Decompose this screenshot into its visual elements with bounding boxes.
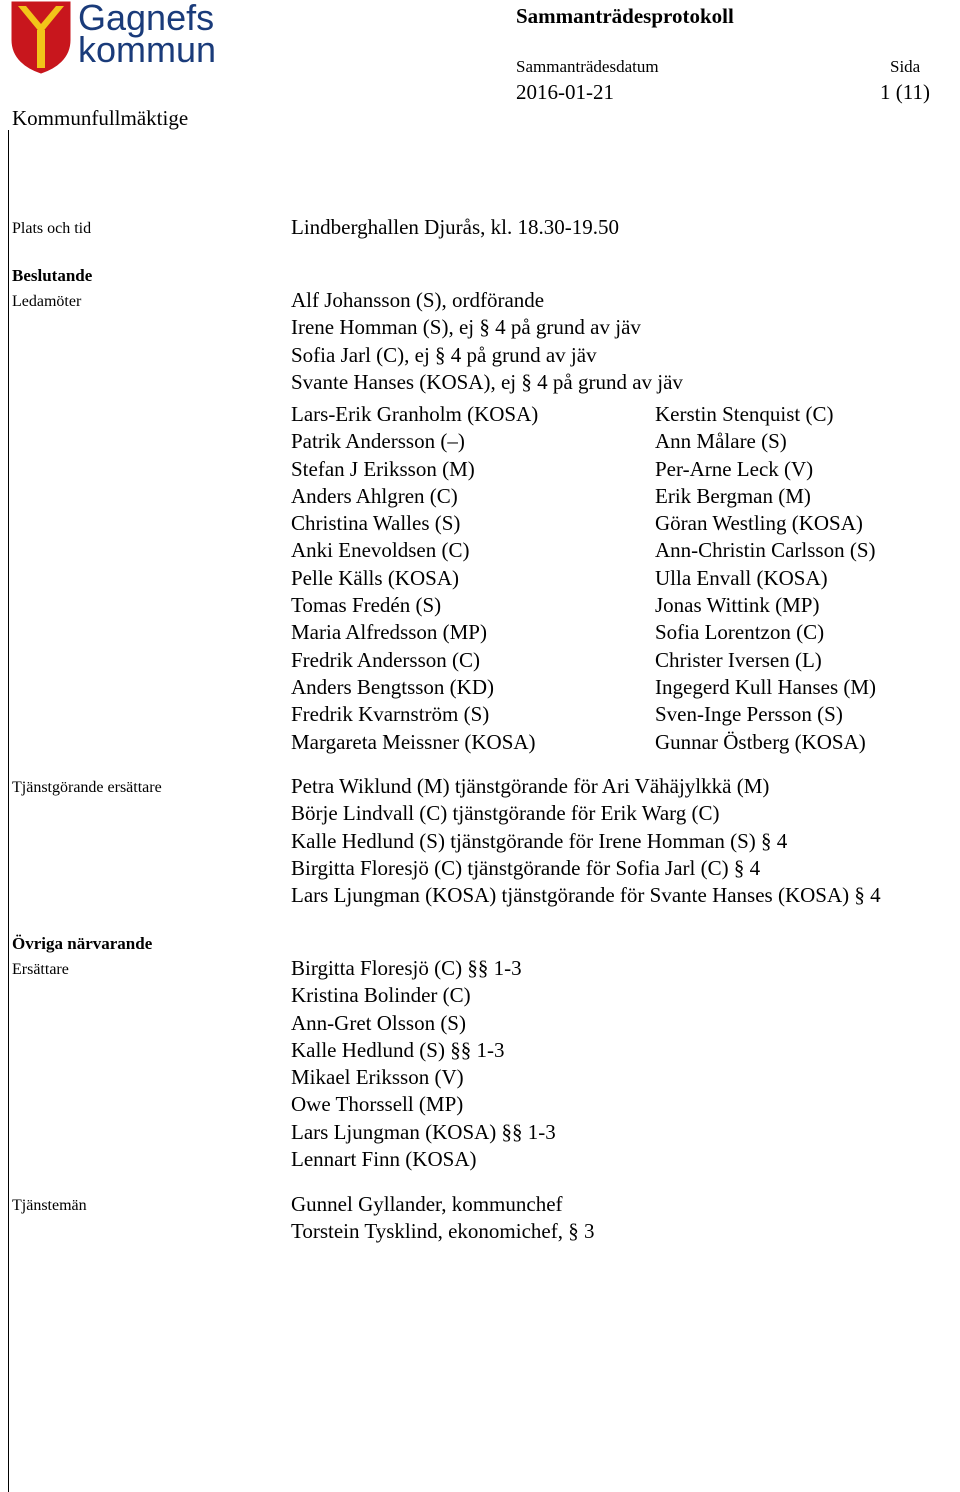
member-right: Christer Iversen (L)	[655, 647, 822, 672]
place-label: Plats och tid	[12, 220, 92, 237]
place-value: Lindberghallen Djurås, kl. 18.30-19.50	[291, 215, 619, 239]
logo-text-line1: Gagnefs	[78, 0, 215, 38]
member-left: Margareta Meissner (KOSA)	[291, 729, 536, 754]
official-line: Torstein Tysklind, ekonomichef, § 3	[291, 1219, 595, 1244]
document-title: Sammanträdesprotokoll	[516, 4, 734, 28]
ersattare-line: Ann-Gret Olsson (S)	[291, 1010, 466, 1035]
member-line: Sofia Jarl (C), ej § 4 på grund av jäv	[291, 342, 597, 367]
member-right: Ulla Envall (KOSA)	[655, 565, 828, 590]
margin-divider	[8, 130, 9, 1492]
ersattare-line: Kalle Hedlund (S) §§ 1-3	[291, 1037, 505, 1062]
member-right: Erik Bergman (M)	[655, 483, 811, 508]
member-left: Maria Alfredsson (MP)	[291, 620, 487, 645]
member-left: Pelle Källs (KOSA)	[291, 565, 459, 590]
member-left: Anders Ahlgren (C)	[291, 483, 458, 508]
page-label: Sida	[890, 57, 921, 76]
member-left: Tomas Fredén (S)	[291, 593, 442, 618]
member-left: Fredrik Kvarnström (S)	[291, 702, 490, 727]
body-name: Kommunfullmäktige	[12, 106, 189, 130]
tjanstemen-label: Tjänstemän	[12, 1197, 87, 1214]
ledamoter-label: Ledamöter	[12, 293, 82, 310]
members-two-column	[0, 401, 960, 761]
member-left: Lars-Erik Granholm (KOSA)	[291, 402, 539, 426]
member-left: Patrik Andersson (–)	[291, 429, 465, 454]
substitute-line: Petra Wiklund (M) tjänstgörande för Ari Vähäjylkkä (M)	[291, 774, 770, 798]
coat-of-arms-icon	[10, 0, 72, 74]
substitute-line: Lars Ljungman (KOSA) tjänstgörande för Svante Hanses (KOSA) § 4	[291, 883, 881, 908]
ersattare-line: Birgitta Floresjö (C) §§ 1-3	[291, 956, 522, 980]
member-line: Svante Hanses (KOSA), ej § 4 på grund av jäv	[291, 369, 683, 394]
member-right: Ann-Christin Carlsson (S)	[655, 538, 876, 563]
substitute-line: Kalle Hedlund (S) tjänstgörande för Irene Homman (S) § 4	[291, 828, 788, 853]
beslutande-heading: Beslutande	[12, 266, 93, 285]
ovriga-heading: Övriga närvarande	[12, 934, 153, 953]
page-value: 1 (11)	[880, 80, 930, 104]
ersattare-line: Owe Thorssell (MP)	[291, 1092, 464, 1117]
member-right: Jonas Wittink (MP)	[655, 593, 820, 618]
ersattare-label: Ersättare	[12, 961, 69, 978]
member-right: Sofia Lorentzon (C)	[655, 620, 825, 645]
substitute-line: Börje Lindvall (C) tjänstgörande för Erik Warg (C)	[291, 801, 720, 826]
municipality-logo	[10, 0, 215, 74]
substitute-line: Birgitta Floresjö (C) tjänstgörande för Sofia Jarl (C) § 4	[291, 855, 761, 880]
ersattare-line: Mikael Eriksson (V)	[291, 1065, 464, 1090]
ersattare-line: Lars Ljungman (KOSA) §§ 1-3	[291, 1119, 556, 1144]
ersattare-line: Kristina Bolinder (C)	[291, 983, 471, 1008]
member-left: Anders Bengtsson (KD)	[291, 674, 494, 699]
member-left: Anki Enevoldsen (C)	[291, 538, 470, 563]
logo-text-line2: kommun	[78, 29, 217, 70]
ersattare-line: Lennart Finn (KOSA)	[291, 1147, 477, 1172]
member-left: Christina Walles (S)	[291, 511, 461, 536]
member-line: Alf Johansson (S), ordförande	[291, 288, 545, 312]
tjanstgorande-label: Tjänstgörande ersättare	[12, 779, 162, 796]
ersattare-list	[291, 955, 556, 1173]
member-left: Fredrik Andersson (C)	[291, 647, 480, 672]
member-right: Per-Arne Leck (V)	[655, 456, 814, 481]
official-line: Gunnel Gyllander, kommunchef	[291, 1192, 563, 1216]
lead-members	[291, 287, 683, 396]
date-value: 2016-01-21	[516, 80, 614, 104]
member-left: Stefan J Eriksson (M)	[291, 456, 475, 481]
tjanstemen-list	[291, 1191, 594, 1246]
member-right: Kerstin Stenquist (C)	[655, 402, 834, 426]
member-right: Ingegerd Kull Hanses (M)	[655, 674, 877, 699]
member-right: Göran Westling (KOSA)	[655, 511, 863, 536]
tjanstgorande-list	[291, 773, 881, 909]
member-line: Irene Homman (S), ej § 4 på grund av jäv	[291, 315, 641, 340]
date-label: Sammanträdesdatum	[516, 57, 659, 76]
member-right: Gunnar Östberg (KOSA)	[655, 729, 866, 754]
member-right: Ann Målare (S)	[655, 429, 787, 454]
member-right: Sven-Inge Persson (S)	[655, 702, 843, 727]
